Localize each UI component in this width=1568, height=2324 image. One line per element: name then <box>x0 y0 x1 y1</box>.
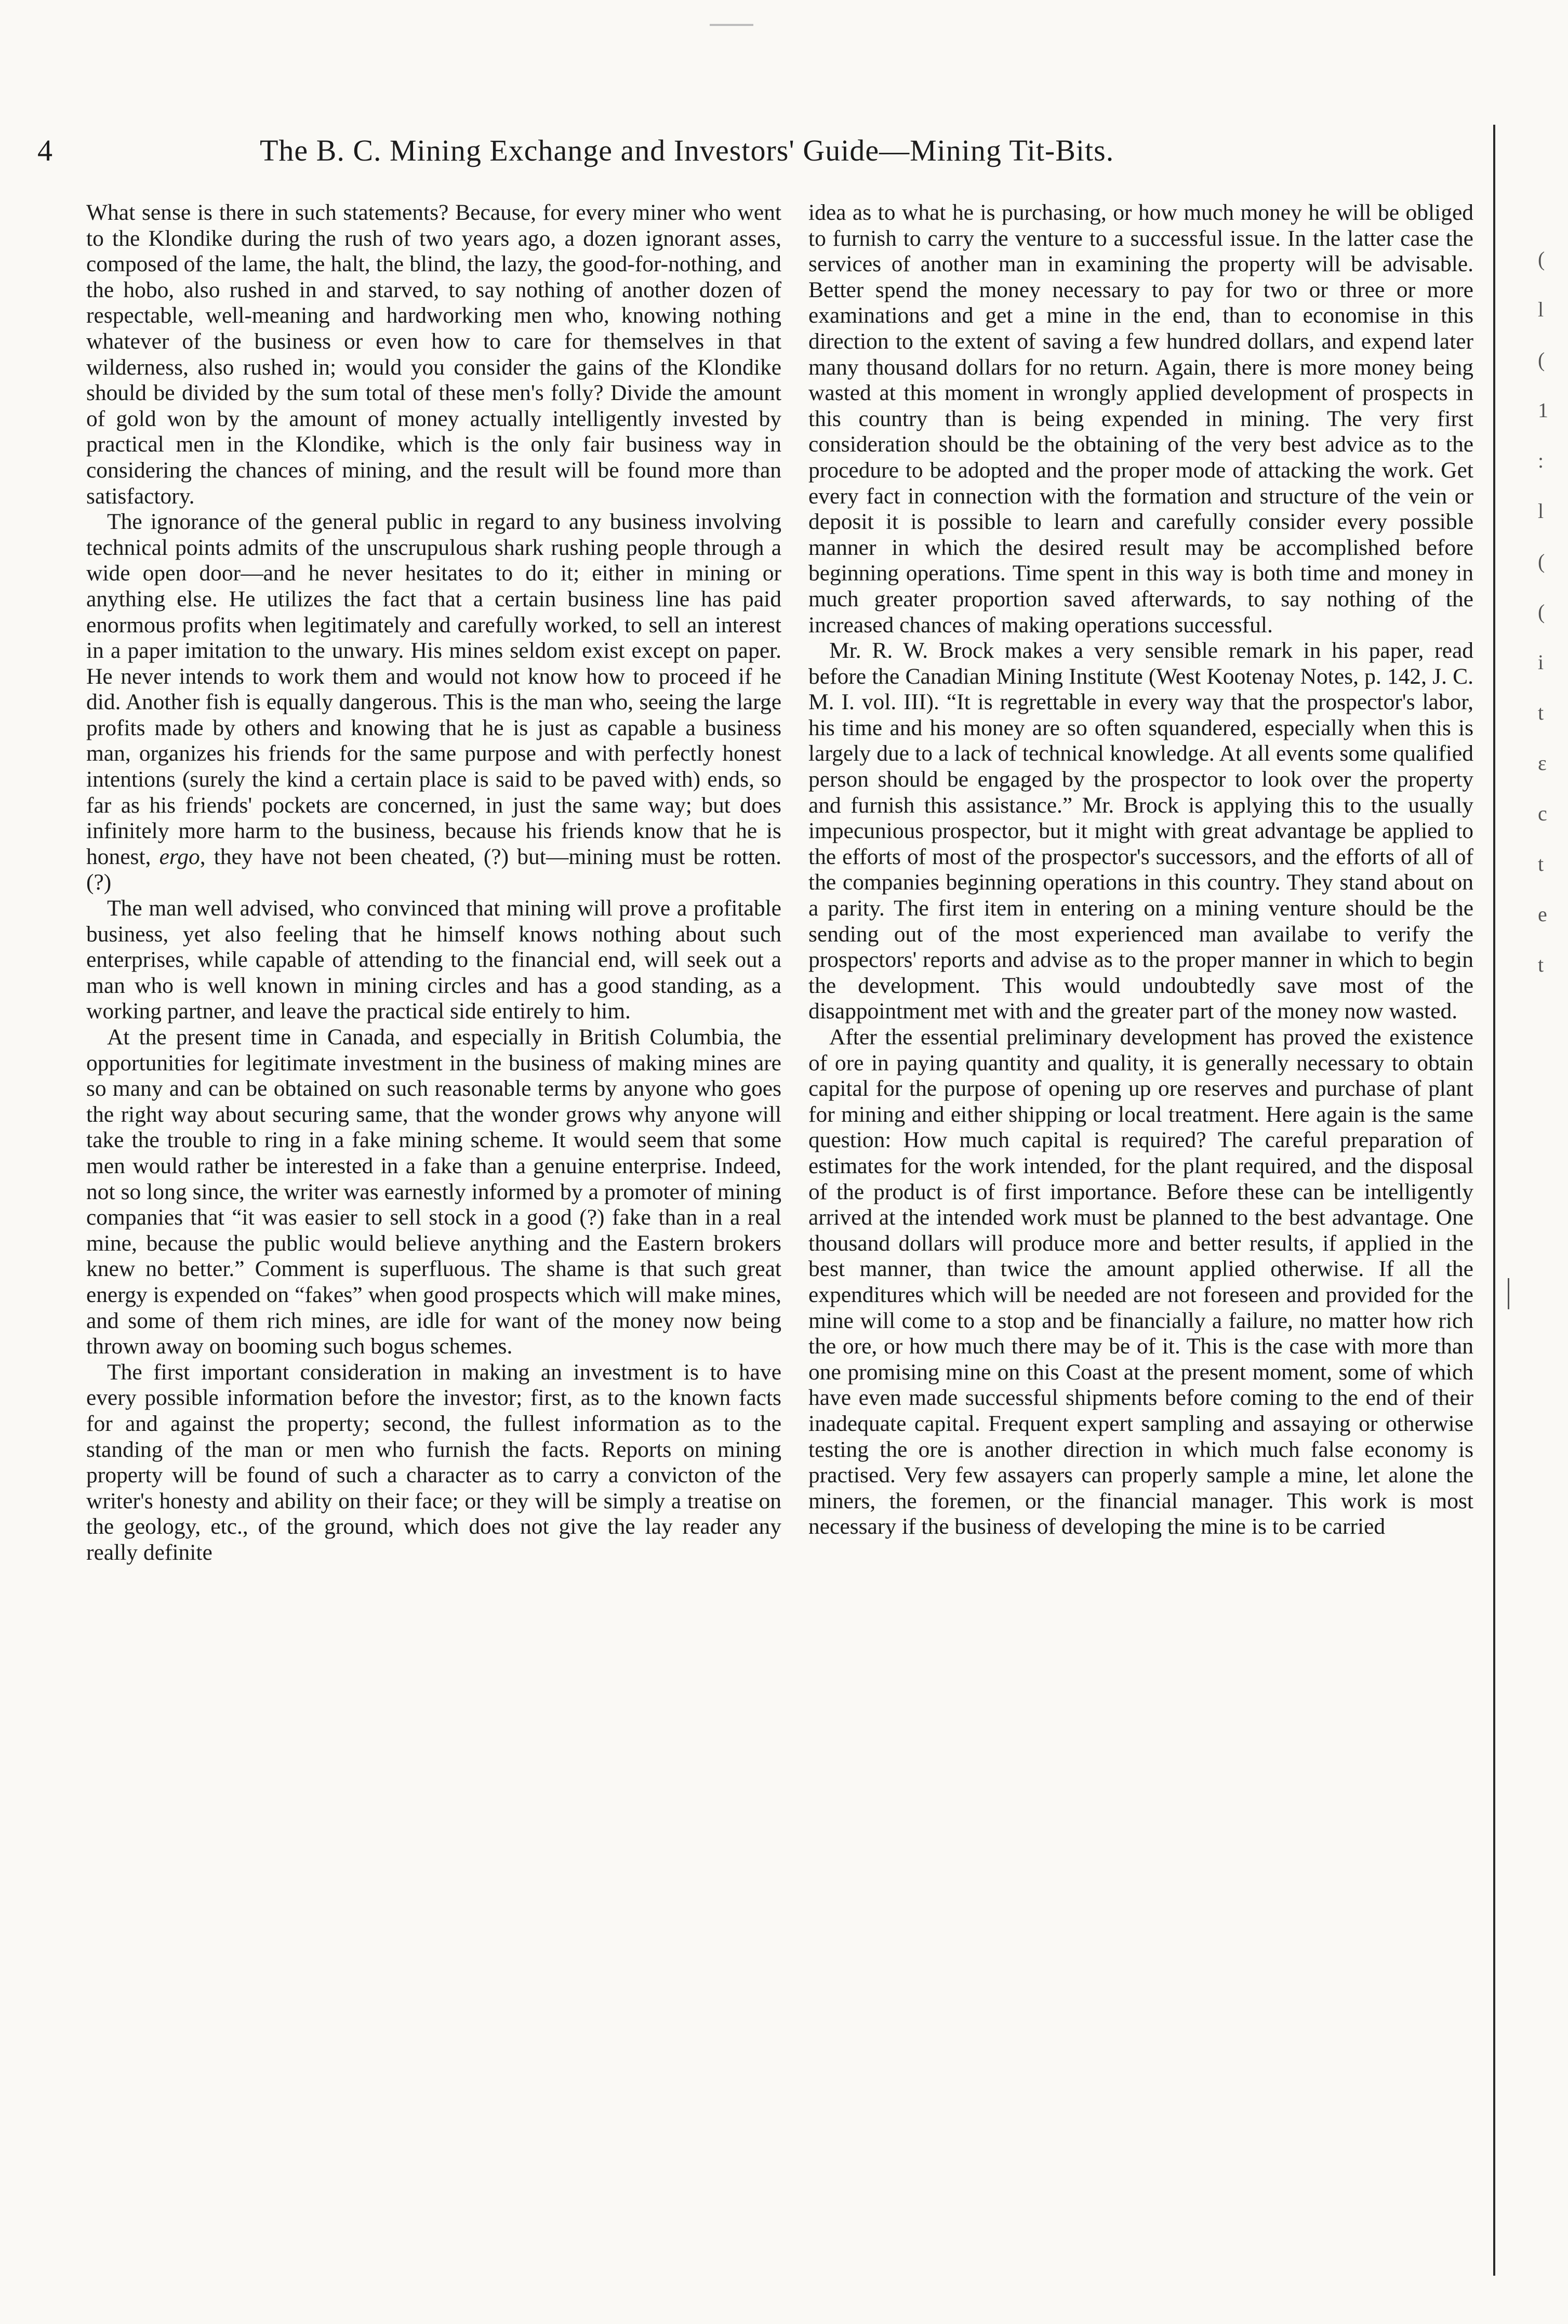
paragraph: Mr. R. W. Brock makes a very sensible remark in his paper, read before the Canadian Mining Institute (West Kootenay Notes, p. 142, J. C. M. I. vol. III). “It is regrettable in every way that the prospector's labor, his time and his money are so often squandered, especially when this is largely due to a lack of technical knowledge. At all events some qualified person should be engaged by the prospector to look over the property and furnish this assistance.” Mr. Brock is applying this to the usually impecunious prospector, but it might with great advantage be applied to the efforts of most of the prospector's successors, and the efforts of all of the companies beginning operations in this country. They stand about on a parity. The first item in entering on a mining venture should be the sending out of the most experienced man availabe to verify the prospectors' reports and advise as to the proper manner in which to begin the development. This would undoubtedly save most of the disappointment met with and the greater part of the money now wasted. <box>808 638 1473 1024</box>
paragraph: After the essential preliminary development has proved the existence of ore in paying quantity and quality, it is generally necessary to obtain capital for the purpose of opening up ore reserves and purchase of plant for mining and either shipping or local treatment. Here again is the same question: How much capital is required? The careful preparation of estimates for the work intended, for the plant required, and the disposal of the product is of first importance. Before these can be intelligently arrived at the intended work must be planned to the best advantage. One thousand dollars will produce more and better results, if applied in the best manner, than twice the amount applied otherwise. If all the expenditures which will be needed are not foreseen and provided for the mine will come to a stop and be financially a failure, no matter how rich the ore, or how much there may be of it. This is the case with more than one promising mine on this Coast at the present moment, some of which have even made successful shipments before coming to the end of their inadequate capital. Frequent expert sampling and assaying or otherwise testing the ore is another direction in which much false economy is practised. Very few assayers can properly sample a mine, let alone the miners, the foremen, or the financial manager. This work is most necessary if the business of developing the mine is to be carried <box>808 1025 1473 1539</box>
left-column <box>86 200 781 2273</box>
paragraph: idea as to what he is purchasing, or how much money he will be obliged to furnish to carry the venture to a successful issue. In the latter case the services of another man in examining the property will be advisable. Better spend the money necessary to pay for two or three or more examinations and get a mine in the end, than to economise in this direction to the extent of saving a few hundred dollars, and expend later many thousand dollars for no return. Again, there is more money being wasted at this moment in wrongly applied development of prospects in this country than is being expended in mining. The very first consideration should be the obtaining of the very best advice as to the procedure to be adopted and the proper mode of attacking the work. Get every fact in connection with the formation and structure of the vein or deposit it is possible to learn and carefully consider every possible manner in which the desired result may be accomplished before beginning operations. Time spent in this way is both time and money in much greater proportion saved afterwards, to say nothing of the increased chances of making operations successful. <box>808 200 1473 638</box>
margin-rule <box>1493 125 1495 2276</box>
margin-mark <box>1508 1278 1509 1309</box>
paragraph-text: The ignorance of the general public in regard to any business involving technical points admits of the unscrupulous shark rushing people through a wide open door—and he never hesitates to do it; either in mining or anything else. He utilizes the fact that a certain business line has paid enormous profits when legitimately and carefully worked, to sell an interest in a paper imitation to the unwary. His mines seldom exist except on paper. He never intends to work them and would not know how to proceed if he did. Another fish is equally dangerous. This is the man who, seeing the large profits made by others and knowing that he is just as capable a business man, organizes his friends for the same purpose and with perfectly honest intentions (surely the kind a certain place is said to be paved with) ends, so far as his friends' pockets are concerned, in just the same way; but does infinitely more harm to the business, because his friends know that he is honest, <box>86 509 781 869</box>
show-through-text: ( l ( 1 : l ( ( i t ɛ c t e t <box>1538 247 1548 976</box>
page-number: 4 <box>37 134 52 167</box>
right-column <box>808 200 1473 2273</box>
paragraph: At the present time in Canada, and especially in British Columbia, the opportunities for legitimate investment in the business of making mines are so many and can be obtained on such reasonable terms by anyone who goes the right way about securing same, that the wonder grows why anyone will take the trouble to ring in a fake mining scheme. It would seem that some men would rather be interested in a fake than a genuine enterprise. Indeed, not so long since, the writer was earnestly informed by a promoter of mining companies that “it was easier to sell stock in a good (?) fake than in a real mine, because the public would believe anything and the Eastern brokers knew no better.” Comment is superfluous. The shame is that such great energy is expended on “fakes” when good prospects which will make mines, and some of them rich mines, are idle for want of the money now being thrown away on booming such bogus schemes. <box>86 1025 781 1359</box>
paragraph <box>86 509 781 896</box>
italic-ergo: ergo <box>159 844 200 869</box>
running-head: The B. C. Mining Exchange and Investors' Guide—Mining Tit-Bits. <box>260 134 1114 167</box>
paragraph: The first important consideration in making an investment is to have every possible information before the investor; first, as to the known facts for and against the property; second, the fullest information as to the standing of the man or men who furnish the facts. Reports on mining property will be found of such a character as to carry a convicton of the writer's honesty and ability on their face; or they will be simply a treatise on the geology, etc., of the ground, which does not give the lay reader any really definite <box>86 1359 781 1565</box>
scan-mark <box>710 24 753 26</box>
paragraph-text: , they have not been cheated, (?) but—mining must be rotten. (?) <box>86 844 781 895</box>
paragraph: The man well advised, who convinced that mining will prove a profitable business, yet also feeling that he himself knows nothing about such enterprises, while capable of attending to the financial end, will seek out a man who is well known in mining circles and has a good standing, as a working partner, and leave the practical side entirely to him. <box>86 896 781 1024</box>
paragraph: What sense is there in such statements? Because, for every miner who went to the Klondike during the rush of two years ago, a dozen ignorant asses, composed of the lame, the halt, the blind, the lazy, the good-for-nothing, and the hobo, also rushed in and starved, to say nothing of another dozen of respectable, well-meaning and hardworking men who, knowing nothing whatever of the business or even how to care for themselves in that wilderness, also rushed in; would you consider the gains of the Klondike should be divided by the sum total of these men's folly? Divide the amount of gold won by the amount of money actually intelligently invested by practical men in the Klondike, which is the only fair business way in considering the chances of mining, and the result will be found more than satisfactory. <box>86 200 781 509</box>
